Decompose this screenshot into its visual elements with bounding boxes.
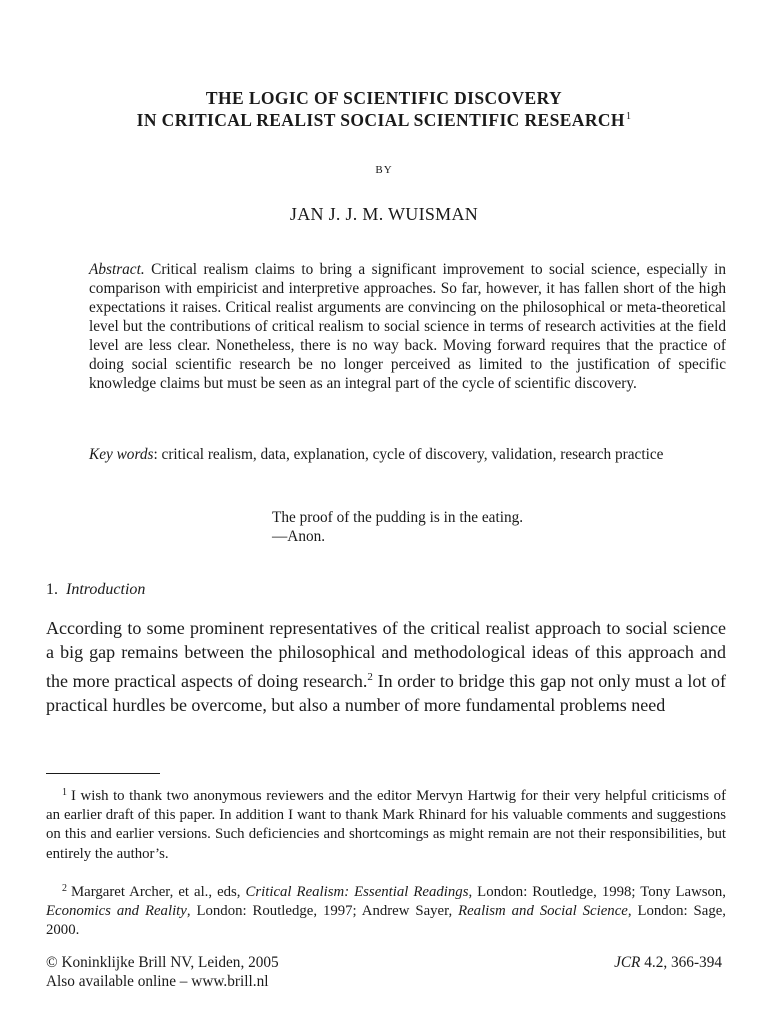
body-paragraph xyxy=(46,616,726,717)
abstract-text: Critical realism claims to bring a significant improvement to social science, especially in comparison with empiricist and interpretive approaches. So far, however, it has fallen short of the high expectations it raises. Critical realist arguments are convincing on the philosophical or meta-theoretical level but the contributions of critical realism to social science in terms of research activities at the field level are less clear. Nonetheless, there is no way back. Moving forward requires that the practice of doing social scientific research be no longer perceived as limited to the justification of specific knowledge claims but must be seen as an integral part of the cycle of scientific discovery. xyxy=(89,261,726,392)
footnote-2 xyxy=(46,879,726,941)
footer-citation xyxy=(614,953,722,972)
journal-abbrev: JCR xyxy=(614,954,641,971)
footer-publisher xyxy=(46,953,279,991)
footnote-2-text-4: , London: Sage, 2000. xyxy=(46,903,726,939)
keywords-label: Key words xyxy=(89,446,154,463)
keywords-text: : critical realism, data, explanation, cycle of discovery, validation, research practice xyxy=(153,446,664,463)
section-title: Introduction xyxy=(66,581,146,598)
footnote-2-text-1: Margaret Archer, et al., eds, xyxy=(71,884,246,900)
footnote-1-text: I wish to thank two anonymous reviewers and the editor Mervyn Hartwig for their very helpful criticisms of an earlier draft of this paper. In addition I want to thank Mark Rhinard for his valuable comments and suggestions on this and earlier versions. Such deficiencies and shortcomings as might remain are not their responsibilities, but entirely the author’s. xyxy=(46,788,726,862)
body-footnote-mark[interactable]: 2 xyxy=(367,670,373,683)
article-title-line-2-text: IN CRITICAL REALIST SOCIAL SCIENTIFIC RESEARCH xyxy=(136,110,625,130)
abstract-label: Abstract. xyxy=(89,261,145,278)
footnote-1 xyxy=(46,783,726,864)
footer-copyright: © Koninklijke Brill NV, Leiden, 2005 xyxy=(46,954,279,971)
abstract xyxy=(89,260,726,393)
footnote-2-mark: 2 xyxy=(62,883,67,894)
footnote-2-book-1: Critical Realism: Essential Readings xyxy=(245,884,469,900)
footnote-divider xyxy=(46,773,160,774)
keywords xyxy=(89,445,726,464)
footnote-2-book-2: Economics and Reality xyxy=(46,903,187,920)
footer-online[interactable]: Also available online – www.brill.nl xyxy=(46,973,269,990)
epigraph-attribution: —Anon. xyxy=(272,528,326,545)
footnote-2-book-3: Realism and Social Science xyxy=(458,903,628,920)
author-name: JAN J. J. M. WUISMAN xyxy=(289,204,479,224)
footnote-2-text-2: , London: Routledge, 1998; Tony Lawson, xyxy=(468,884,727,900)
body-text-part-2: In order to bridge this gap not only must a lot of practical hurdles be overcome, but also a number of more fundamental problems need xyxy=(46,670,726,715)
epigraph-quote: The proof of the pudding is in the eating. xyxy=(272,509,524,526)
section-heading xyxy=(46,581,145,599)
article-title-line-1: THE LOGIC OF SCIENTIFIC DISCOVERY xyxy=(205,88,563,108)
article-title-line-2 xyxy=(0,110,768,131)
volume-pages: 4.2, 366-394 xyxy=(640,954,722,971)
title-footnote-mark[interactable]: 1 xyxy=(625,111,632,122)
body-text-part-1: According to some prominent representatives of the critical realist approach to social science a big gap remains between the philosophical and methodological ideas of this approach and the more practical aspects of doing research. xyxy=(46,618,726,691)
footnote-1-mark: 1 xyxy=(62,787,67,798)
section-number: 1. xyxy=(46,581,58,598)
footnote-2-text-3: , London: Routledge, 1997; Andrew Sayer, xyxy=(186,903,459,920)
epigraph xyxy=(272,508,692,546)
byline: BY xyxy=(375,164,393,176)
